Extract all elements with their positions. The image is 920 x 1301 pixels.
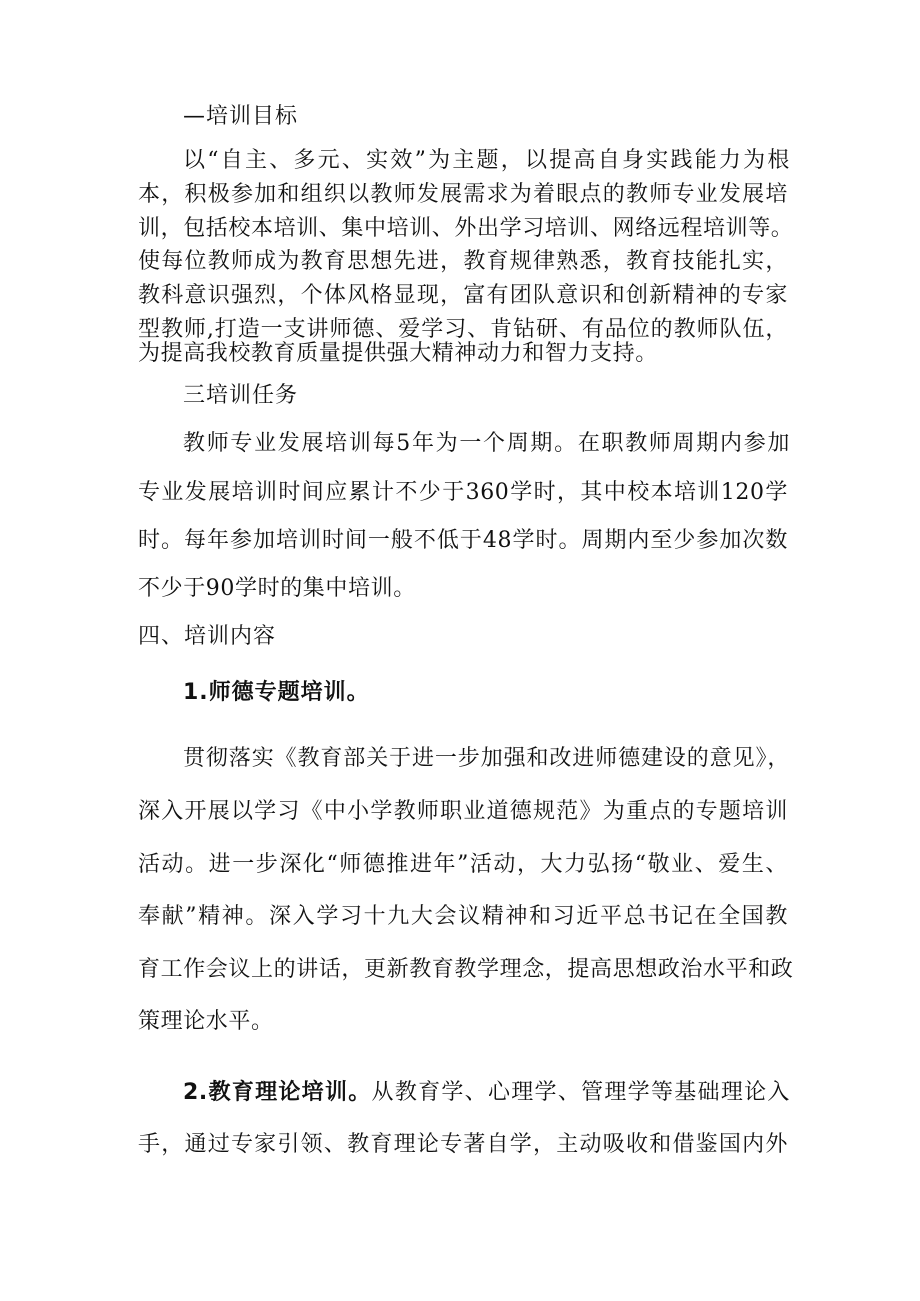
section-heading-task: 三培训任务 — [183, 383, 299, 408]
task-line-1: 教师专业发展培训每5年为一个周期。在职教师周期内参加 — [183, 431, 790, 456]
goal-line-7: 为提高我校教育质量提供强大精神动力和智力支持。 — [138, 341, 658, 366]
task-line-3: 时。每年参加培训时间一般不低于48学时。周期内至少参加次数 — [138, 528, 788, 553]
task-line-4: 不少于90学时的集中培训。 — [138, 576, 416, 601]
item1-line-2: 深入开展以学习《中小学教师职业道德规范》为重点的专题培训 — [138, 799, 788, 824]
item1-line-5: 育工作会议上的讲话，更新教育教学理念，提高思想政治水平和政 — [138, 957, 794, 982]
item2-line-1 — [183, 1078, 790, 1108]
item1-line-6: 策理论水平。 — [138, 1009, 274, 1034]
goal-line-1: 以“自主、多元、实效”为主题，以提高自身实践能力为根 — [183, 148, 790, 173]
goal-line-6: 型教师,打造一支讲师德、爱学习、肯钻研、有品位的教师队伍， — [138, 317, 788, 342]
item1-line-1: 贯彻落实《教育部关于进一步加强和改进师德建设的意见》， — [183, 746, 790, 771]
section-heading-goal: —培训目标 — [183, 104, 299, 129]
item2-line-2: 手，通过专家引领、教育理论专著自学，主动吸收和借鉴国内外 — [138, 1132, 788, 1157]
item2-line-1-rest: 从教育学、心理学、管理学等基础理论入 — [371, 1080, 790, 1105]
item1-line-4: 奉献”精神。深入学习十九大会议精神和习近平总书记在全国教 — [138, 904, 788, 929]
goal-line-4: 使每位教师成为教育思想先进，教育规律熟悉，教育技能扎实， — [138, 249, 788, 274]
goal-line-5: 教科意识强烈，个体风格显现，富有团队意识和创新精神的专家 — [138, 283, 788, 308]
goal-line-3: 训，包括校本培训、集中培训、外出学习培训、网络远程培训等。 — [138, 216, 794, 241]
goal-line-2: 本，积极参加和组织以教师发展需求为着眼点的教师专业发展培 — [138, 182, 788, 207]
task-line-2: 专业发展培训时间应累计不少于360学时，其中校本培训120学 — [138, 480, 788, 505]
content-item2-title: 2.教育理论培训。 — [183, 1080, 372, 1105]
item1-line-3: 活动。进一步深化“师德推进年”活动，大力弘扬“敬业、爱生、 — [138, 852, 788, 877]
section-heading-content: 四、培训内容 — [138, 624, 277, 649]
content-item1-title: 1.师德专题培训。 — [183, 680, 370, 705]
